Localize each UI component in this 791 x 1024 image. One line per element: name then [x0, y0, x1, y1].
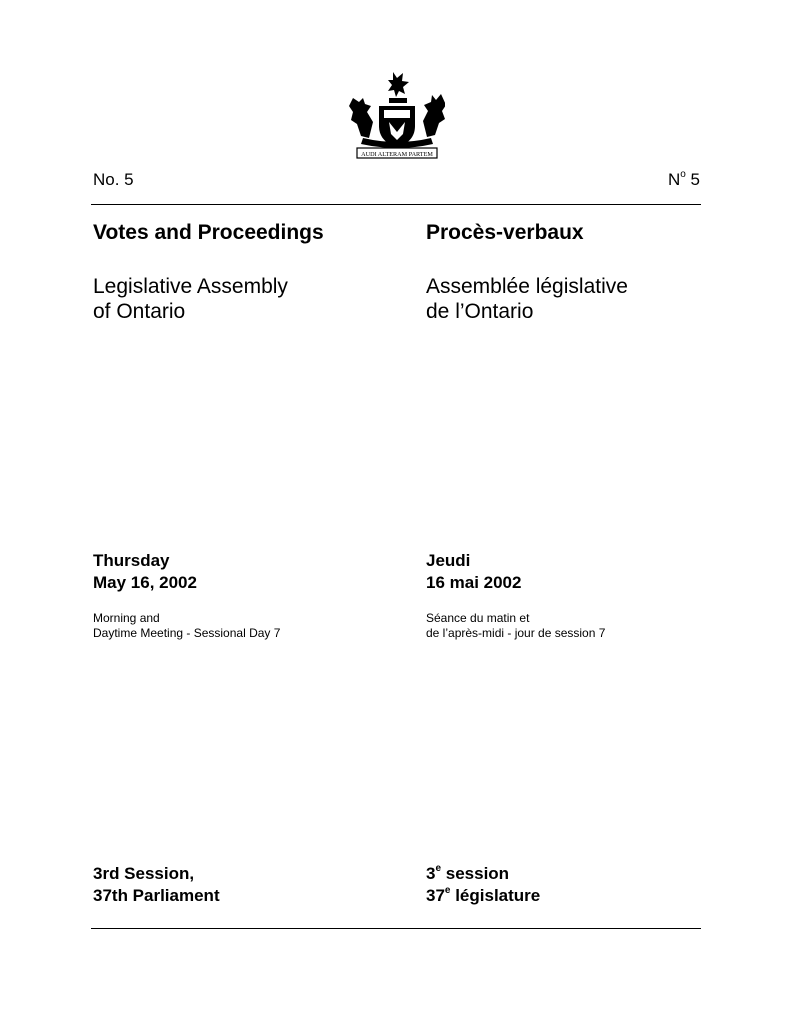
session-fr-line2-num: 37	[426, 886, 445, 905]
assembly-en-line2: of Ontario	[93, 300, 186, 323]
heading-en: Votes and Proceedings	[93, 221, 324, 244]
session-fr-line2	[426, 885, 540, 907]
issue-number-fr	[668, 170, 700, 190]
assembly-name-fr	[426, 274, 628, 324]
top-divider	[91, 204, 701, 205]
session-en-line2: 37th Parliament	[93, 886, 220, 905]
meeting-fr	[426, 611, 605, 641]
issue-fr-prefix: N	[667, 170, 681, 189]
session-fr-line2-rest: législature	[450, 886, 541, 905]
assembly-en-line1: Legislative Assembly	[93, 275, 288, 298]
date-en	[93, 550, 197, 594]
assembly-fr-line1: Assemblée législative	[426, 275, 628, 298]
assembly-name-en	[93, 274, 288, 324]
session-fr-line1-rest: session	[441, 864, 510, 883]
issue-fr-number: 5	[685, 170, 700, 189]
meeting-en-line2: Daytime Meeting - Sessional Day 7	[93, 626, 281, 640]
date-fr	[426, 550, 521, 594]
coat-of-arms-logo	[349, 68, 445, 160]
issue-number-en: No. 5	[93, 170, 134, 189]
meeting-en-line1: Morning and	[93, 611, 160, 625]
date-en-day: Thursday	[93, 551, 170, 570]
session-fr-line1-sup: e	[435, 863, 442, 874]
session-en	[93, 863, 220, 907]
session-en-line1: 3rd Session,	[93, 864, 195, 883]
assembly-fr-line2: de l’Ontario	[426, 300, 534, 323]
meeting-fr-line2: de l’après-midi - jour de session 7	[426, 626, 606, 640]
bottom-divider	[91, 928, 701, 929]
date-en-date: May 16, 2002	[93, 573, 197, 592]
motto-text: AUDI ALTERAM PARTEM	[361, 151, 433, 158]
session-fr-line2-sup: e	[444, 885, 451, 896]
heading-fr: Procès-verbaux	[426, 221, 584, 244]
session-fr-line1-num: 3	[426, 864, 436, 883]
session-fr	[426, 863, 540, 907]
date-fr-day: Jeudi	[426, 551, 471, 570]
meeting-fr-line1: Séance du matin et	[426, 611, 530, 625]
meeting-en	[93, 611, 280, 641]
date-fr-date: 16 mai 2002	[426, 573, 522, 592]
issue-fr-superscript: o	[680, 169, 686, 180]
session-fr-line1	[426, 863, 540, 885]
